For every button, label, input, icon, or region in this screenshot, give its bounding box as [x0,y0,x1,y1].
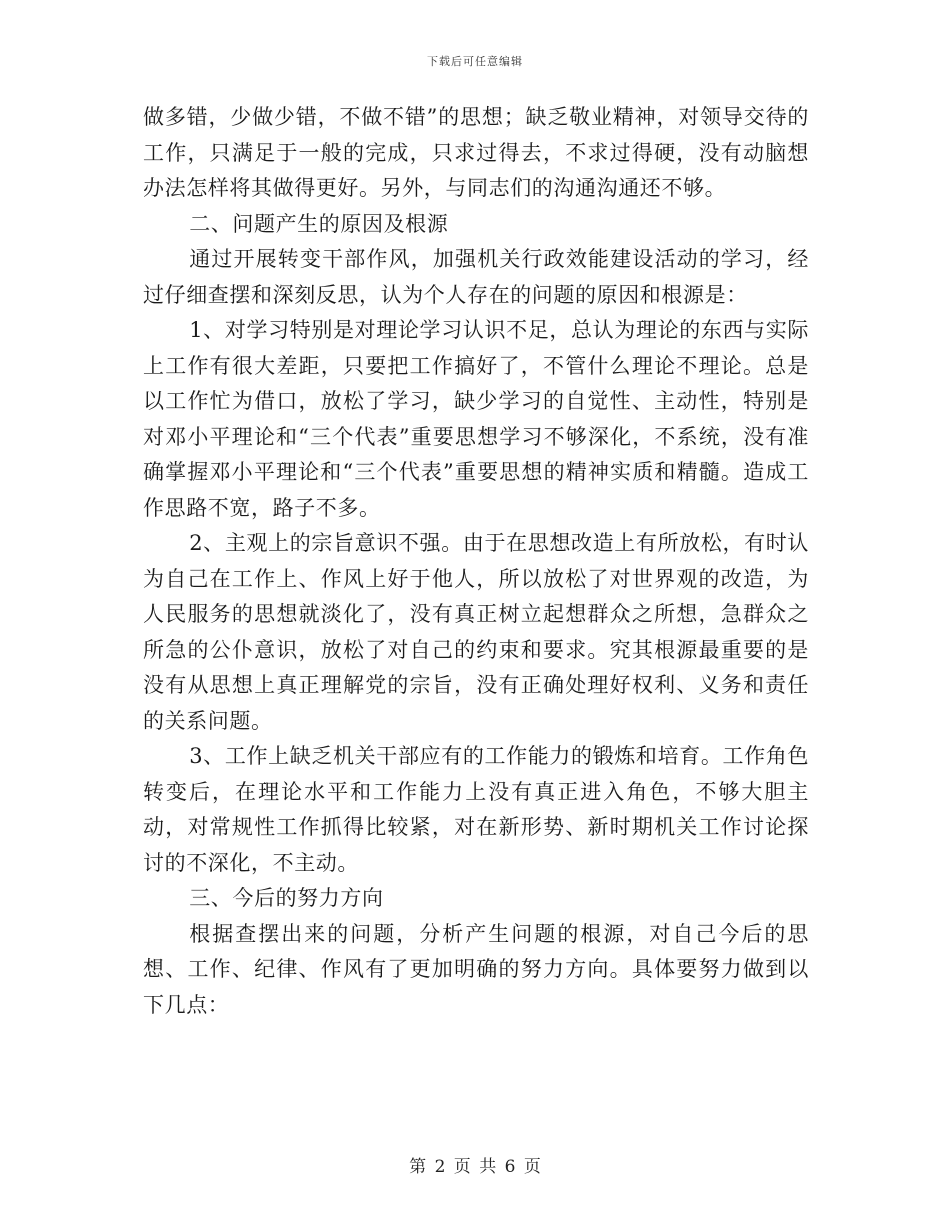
section-heading-direction: 三、今后的努力方向 [189,886,384,910]
paragraph-point-1: 1、对学习特别是对理论学习认识不足，总认为理论的东西与实际上工作有很大差距，只要把工作搞好了，不管什么理论不理论。总是以工作忙为借口，放松了学习，缺少学习的自觉性、主动性，特别是对邓小平理论和“三个代表”重要思想学习不够深化，不系统，没有准确掌握邓小平理论和“三个代表”重要思想的精神实质和精髓。造成工作思路不宽，路子不多。 [143,318,809,520]
paragraph-point-3: 3、工作上缺乏机关干部应有的工作能力的锻炼和培育。工作角色转变后，在理论水平和工作能力上没有真正进入角色，不够大胆主动，对常规性工作抓得比较紧，对在新形势、新时期机关工作讨论探讨的不深化，不主动。 [143,744,809,875]
page-header: 下载后可任意编辑 [427,55,523,68]
section-heading-causes: 二、问题产生的原因及根源 [189,211,449,236]
paragraph-continuation: 做多错，少做少错，不做不错”的思想；缺乏敬业精神，对领导交待的工作，只满足于一般的完成，只求过得去，不求过得硬，没有动脑想办法怎样将其做得更好。另外，与同志们的沟通沟通还不够。 [143,105,809,200]
document-body [143,100,809,1023]
page-number-footer: 第 2 页 共 6 页 [409,1157,541,1177]
paragraph-direction: 根据查摆出来的问题，分析产生问题的根源，对自己今后的思想、工作、纪律、作风有了更加明确的努力方向。具体要努力做到以下几点： [143,921,809,1017]
paragraph-intro: 通过开展转变干部作风，加强机关行政效能建设活动的学习，经过仔细查摆和深刻反思，认为个人存在的问题的原因和根源是： [143,247,809,307]
paragraph-point-2: 2、主观上的宗旨意识不强。由于在思想改造上有所放松，有时认为自己在工作上、作风上好于他人，所以放松了对世界观的改造，为人民服务的思想就淡化了，没有真正树立起想群众之所想，急群众之所急的公仆意识，放松了对自己的约束和要求。究其根源最重要的是没有从思想上真正理解党的宗旨，没有正确处理好权利、义务和责任的关系问题。 [143,531,809,733]
